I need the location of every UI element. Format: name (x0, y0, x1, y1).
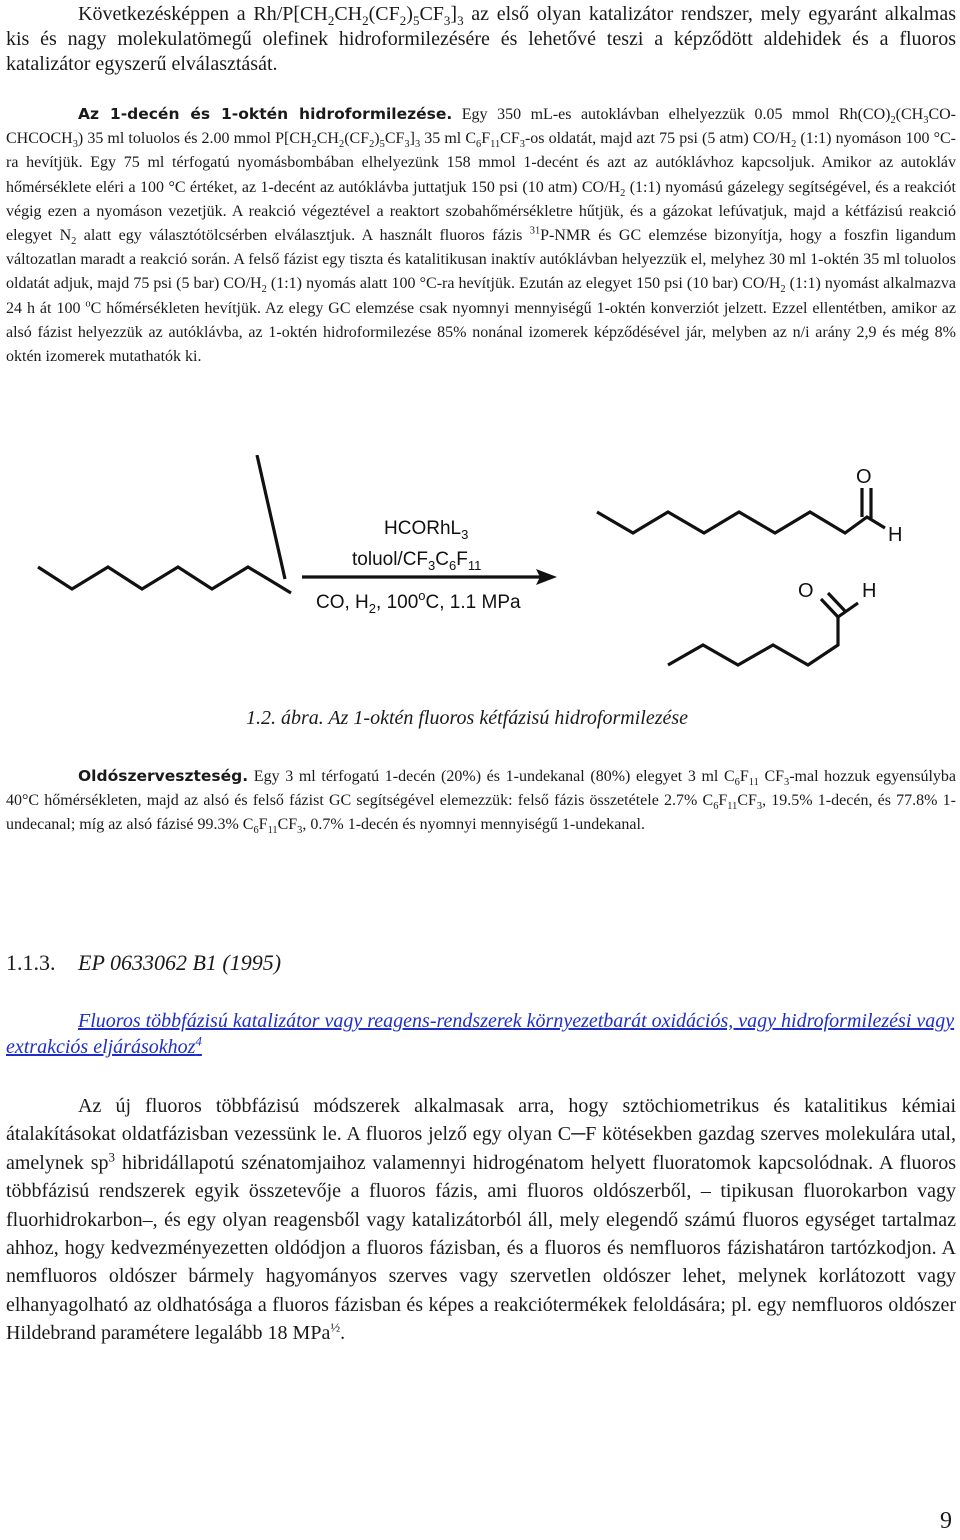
experimental-paragraph: Az 1-decén és 1-oktén hidroformilezése. Egy 350 mL-es autoklávban elhelyezzük 0.05 mmol $Rh(CO)_2(CH_3CO-$ $CHCOCH_3$) 35 ml toluolos és 2.00 mmol $P[CH_2CH_2(CF_2)_5CF_3]_3$ 35 ml $C_6F_{11}CF_3-os$ oldatát, majd azt 75 psi (5 atm) $CO/H_2$ (1:1) nyomáson 100 °C-ra hevítjük. Egy 75 ml térfogatú nyomásbombában elhelyezünk 158 mmol 1-decént és azt az autóklávhoz kapcsoljuk. Amikor az autokláv hőmérséklete eléri a 100 °C értéket, az 1-decént az autóklávba juttatjuk 150 psi (10 atm) $CO/H_2$ (1:1) nyomású gázelegy segítségével, és a reakciót végig ezen a nyomáson vezetjük. A reakció végeztével a reaktort szobahőmérsékletre hűtjük, és a gázokat lefúvatjuk, majd a kétfázisú reakció elegyet $N_2$ alatt egy választótölcsérben elválasztjuk. A használt fluoros fázis $^{31}$P-NMR és GC elemzése bizonyítja, hogy a foszfin ligandum változatlan maradt a reakció során. A felső fázist egy tiszta és katalitikusan inaktív autóklávban helyezzük el, melyhez 30 ml 1-oktén 35 ml toluolos oldatát adjuk, majd 75 psi (5 bar) $CO/H_2$ (1:1) nyomás alatt 100 °C-ra hevítjük. Ezután az elegyet 150 psi (10 bar) $CO/H_2$ (1:1) nyomást alkalmazva 24 h át 100 $^o$C hőmérsékleten hevítjük. Az elegy GC elemzése csak nyomnyi mennyiségű 1-oktén konverziót jelzett. Ezzel ellentétben, amikor az alsó fázist helyezzük az autóklávba, az 1-oktén hidroformilezése 85% nonánal izomerek képződésével jár, melyben az n/i arány 2,9 és még 8% oktén izomerek mutathatók ki. (6, 105, 957, 366)
aldehyde-chain-branched (668, 617, 838, 665)
figure-caption: 1.2. ábra. Az 1-oktén fluoros kétfázisú hidroformilezése (246, 707, 689, 729)
atom-h-linear: H (888, 524, 903, 546)
atom-o-branched: O (798, 580, 814, 602)
page-number: 9 (940, 1508, 952, 1534)
section-title: EP 0633062 B1 (1995) (78, 950, 282, 975)
reagent-solvent: toluol/$CF_3C_6F_{11}$ (352, 549, 482, 573)
octene-double-bond (257, 455, 285, 579)
solvent-loss-paragraph: Oldószerveszteség. Egy 3 ml térfogatú 1-decén (20%) és 1-undekanal (80%) elegyet 3 ml $C_6F_{11}$ $CF_3$-mal hozzuk egyensúlyba 40°C hőmérsékleten, majd az alsó és felső fázist GC segítségével elemezzük: felső fázis összetétele 2.7% $C_6F_{11}CF_3$, 19.5% 1-decén, és 77.8% 1-undecanal; míg az alsó fázisé 99.3% $C_6F_{11}CF_3$, 0.7% 1-decén és nyomnyi mennyiségű 1-undekanal. (6, 767, 957, 837)
atom-o-linear: O (856, 466, 872, 488)
reaction-conditions: CO, $H_2$, 100$^o$C, 1.1 MPa (316, 588, 521, 616)
experimental-lead: Az 1-decén és 1-oktén hidroformilezése. (78, 105, 453, 123)
intro-paragraph: Következésképpen a $Rh/P[CH_2CH_2(CF_2)_5CF_3]_3$ az első olyan katalizátor rendszer, mely egyaránt alkalmas kis és nagy molekulatömegű olefinek hidroformilezésére és lehetővé teszi a képződött aldehidek és a fluoros katalizátor egyszerű elválasztását. (6, 3, 957, 75)
fluorous-description-paragraph: Az új fluoros többfázisú módszerek alkalmasak arra, hogy sztöchiometrikus és katalitikus kémiai átalakításokat oldatfázisban vezessünk le. A fluoros jelző egy olyan C─F kötésekben gazdag szerves molekulára utal, amelynek $sp^3$ hibridállapotú szénatomjaihoz valamennyi hidrogénatom helyett fluoratomok kapcsolódnak. A fluoros többfázisú rendszerek egyik összetevője a fluoros fázis, ami fluoros oldószerből, – tipikusan fluorokarbon vagy fluorhidrokarbon–, és egy olyan reagensből vagy katalizátorból áll, mely elegendő számú fluoros egységet tartalmaz ahhoz, hogy kedvezményezetten oldódjon a fluoros fázisban, és a fluoros és nemfluoros fázishatáron tartózkodjon. A nemfluoros oldószer bármely hagyományos szerves vagy szervetlen oldószer lehet, melynek korlátozott vagy elhanyagolható az oldhatósága a fluoros fázisban és képes a reakciótermékek feloldására; pl. egy nemfluoros oldószer Hildebrand paramétere legalább 18 MPa$^{\frac{1}{2}}$. (6, 1095, 956, 1345)
atom-h-branched: H (862, 580, 877, 602)
patent-title-link[interactable]: Fluoros többfázisú katalizátor vagy reagens-rendszerek környezetbarát oxidációs, vagy hidroformilezési vagy extrakciós eljárásokhoz$^4$ (6, 1010, 955, 1058)
solvent-loss-lead: Oldószerveszteség. (78, 767, 249, 785)
reagent-catalyst: HCORhL$_3$ (384, 518, 469, 542)
section-number: 1.1.3. (6, 950, 56, 975)
aldehyde-chain-linear (597, 512, 885, 533)
section-heading (6, 950, 281, 976)
reaction-scheme (0, 455, 960, 700)
octene-chain (38, 567, 291, 593)
